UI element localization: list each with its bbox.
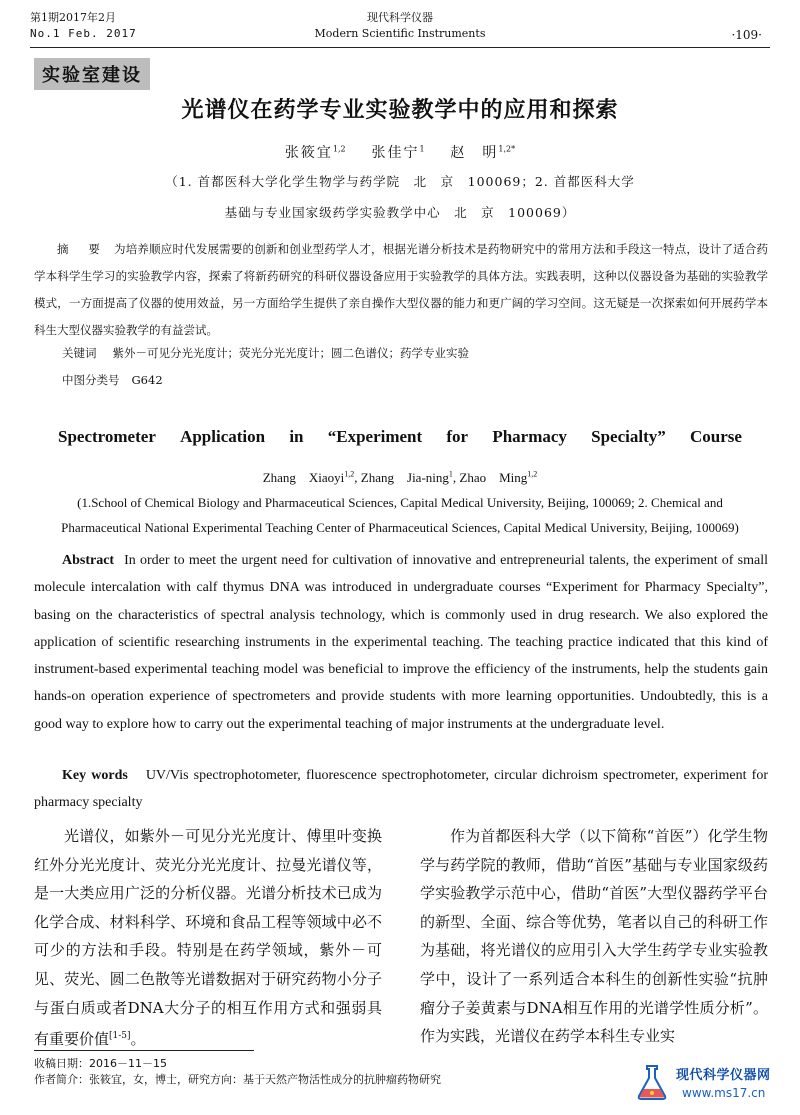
affiliation-cn-line1: （1. 首都医科大学化学生物学与药学院 北 京 100069；2. 首都医科大学 <box>165 174 635 189</box>
authors-cn <box>0 142 800 162</box>
page-title-cn: 光谱仪在药学专业实验教学中的应用和探索 <box>181 98 619 123</box>
abstract-en-text: In order to meet the urgent need for cultivation of innovative and entrepreneurial talents, the experiment of small molecule intercalation with calf thymus DNA was introduced in undergraduate courses “Experiment for Pharmacy Specialty”, basing on the characteristics of spectral analysis technology, which is commonly used in drug research. We also explored the application of scientific researching instruments in the experimental teaching. The teaching practice indicated that this kind of instrument-based experimental teaching model was beneficial to improve the efficiency of the instruments, help the students gain hands-on operation experience of spectrometers and provide students with more learning opportunities. Undoubtedly, this is a good way to explore how to carry out the experimental teaching of major instruments at the undergraduate level. <box>34 553 768 732</box>
title-en-word: Application <box>180 427 266 446</box>
journal-name <box>0 10 800 42</box>
affiliation-en-line2: Pharmaceutical National Experimental Teaching Center of Pharmaceutical Sciences, Capital Medical University, Beijing, 100069) <box>61 520 739 535</box>
affiliation-en-line1: (1.School of Chemical Biology and Pharmaceutical Sciences, Capital Medical University, Beijing, 100069; 2. Chemical and <box>77 495 723 510</box>
author-name: 张筱宜 <box>284 145 333 161</box>
journal-en: Modern Scientific Instruments <box>314 27 486 40</box>
author-name: 张佳宁 <box>371 145 420 161</box>
abstract-en <box>34 547 768 738</box>
abstract-en-label: Abstract <box>62 553 115 568</box>
flask-logo-icon <box>632 1062 672 1102</box>
section-tag: 实验室建设 <box>34 58 150 90</box>
title-en-word: Pharmacy <box>492 427 567 446</box>
footnote-divider <box>34 1050 254 1051</box>
title-en-word: Specialty” <box>591 427 666 446</box>
keywords-cn-label: 关键词 <box>62 346 97 360</box>
citation-ref: [1-5] <box>109 1031 131 1042</box>
title-en-word: “Experiment <box>327 427 423 446</box>
issue-cn: 第1期2017年2月 <box>30 11 116 24</box>
watermark-name: 现代科学仪器网 <box>676 1068 771 1083</box>
author-name-en: Zhang Jia-ning <box>360 470 449 485</box>
header-divider <box>30 47 770 48</box>
keywords-en-text: UV/Vis spectrophotometer, fluorescence spectrophotometer, circular dichroism spectrometer, experiment for pharmacy specialty <box>34 768 768 810</box>
body-left-end: 。 <box>130 1030 146 1049</box>
keywords-cn-text: 紫外－可见分光光度计；荧光分光光度计；圆二色谱仪；药学专业实验 <box>112 346 469 360</box>
page-number: ·109· <box>731 28 762 42</box>
clc-value: G642 <box>131 373 163 387</box>
authors-en: Zhang Xiaoyi$^{1,2}$, Zhang Jia-ning$^1$, Zhao Ming$^{1,2}$ <box>262 469 538 485</box>
author-name: 赵 明 <box>450 145 499 161</box>
title-en-word: Spectrometer <box>58 427 156 446</box>
title-en-word: in <box>289 427 304 446</box>
keywords-en <box>34 762 768 816</box>
footnote-received: 收稿日期：2016－11－15 <box>34 1057 167 1070</box>
author-sup: 1 <box>419 144 425 154</box>
site-watermark <box>632 1058 792 1108</box>
body-column-right: 作为首都医科大学（以下简称“首医”）化学生物学与药学院的教师，借助“首医”基础与专业国家级药学实验教学示范中心，借助“首医”大型仪器药学平台的新型、全面、综合等优势，笔者以自己的科研工作为基础，将光谱仪的应用引入大学生药学专业实验教学中，设计了一系列适合本科生的创新性实验“抗肿瘤分子姜黄素与DNA相互作用的光谱学性质分析”。作为实践，光谱仪在药学本科生专业实 <box>420 827 768 1046</box>
clc-label: 中图分类号 <box>62 373 120 387</box>
footnote-author-info: 作者简介：张筱宜，女，博士，研究方向：基于天然产物活性成分的抗肿瘤药物研究 <box>34 1073 441 1086</box>
affiliation-cn-line2: 基础与专业国家级药学实验教学中心 北 京 100069） <box>224 205 576 220</box>
title-en-word: Course <box>689 427 742 446</box>
abstract-cn-label: 摘 要 <box>57 242 105 256</box>
author-name-en: Zhao Ming <box>459 470 528 485</box>
author-sup: 1 <box>448 469 453 479</box>
author-name-en: Zhang Xiaoyi <box>262 470 345 485</box>
abstract-cn-text: 为培养顺应时代发展需要的创新和创业型药学人才，根据光谱分析技术是药物研究中的常用方法和手段这一特点，设计了适合药学本科学生学习的实验教学内容，探索了将新药研究的科研仪器设备应用于实验教学的具体方法。实践表明，这种以仪器设备为基础的实验教学模式，一方面提高了仪器的使用效益，另一方面给学生提供了亲自操作大型仪器的能力和更广阔的学习空间。这无疑是一次探索如何开展药学本科生大型仪器实验教学的有益尝试。 <box>34 242 768 337</box>
abstract-cn <box>34 236 768 344</box>
body-left-text: 光谱仪，如紫外－可见分光光度计、傅里叶变换红外分光光度计、荧光分光光度计、拉曼光谱仪等，是一大类应用广泛的分析仪器。光谱分析技术已成为化学合成、材料科学、环境和食品工程等领域中必不可少的方法和手段。特别是在药学领域，紫外－可见、荧光、圆二色散等光谱数据对于研究药物小分子与蛋白质或者DNA大分子的相互作用方式和强弱具有重要价值 <box>34 827 382 1049</box>
author-sup: 1,2 <box>527 469 538 479</box>
author-sup: 1,2 <box>344 469 355 479</box>
keywords-en-label: Key words <box>62 768 128 783</box>
body-column-left <box>34 822 382 1054</box>
journal-cn: 现代科学仪器 <box>367 11 433 24</box>
page-title-en <box>58 427 742 447</box>
issue-en: No.1 Feb. 2017 <box>30 27 137 40</box>
watermark-url: www.ms17.cn <box>682 1086 766 1100</box>
author-sup: 1,2* <box>498 144 516 154</box>
keywords-cn <box>62 345 469 361</box>
clc-number <box>62 372 163 388</box>
author-sup: 1,2 <box>332 144 346 154</box>
title-en-word: for <box>446 427 469 446</box>
